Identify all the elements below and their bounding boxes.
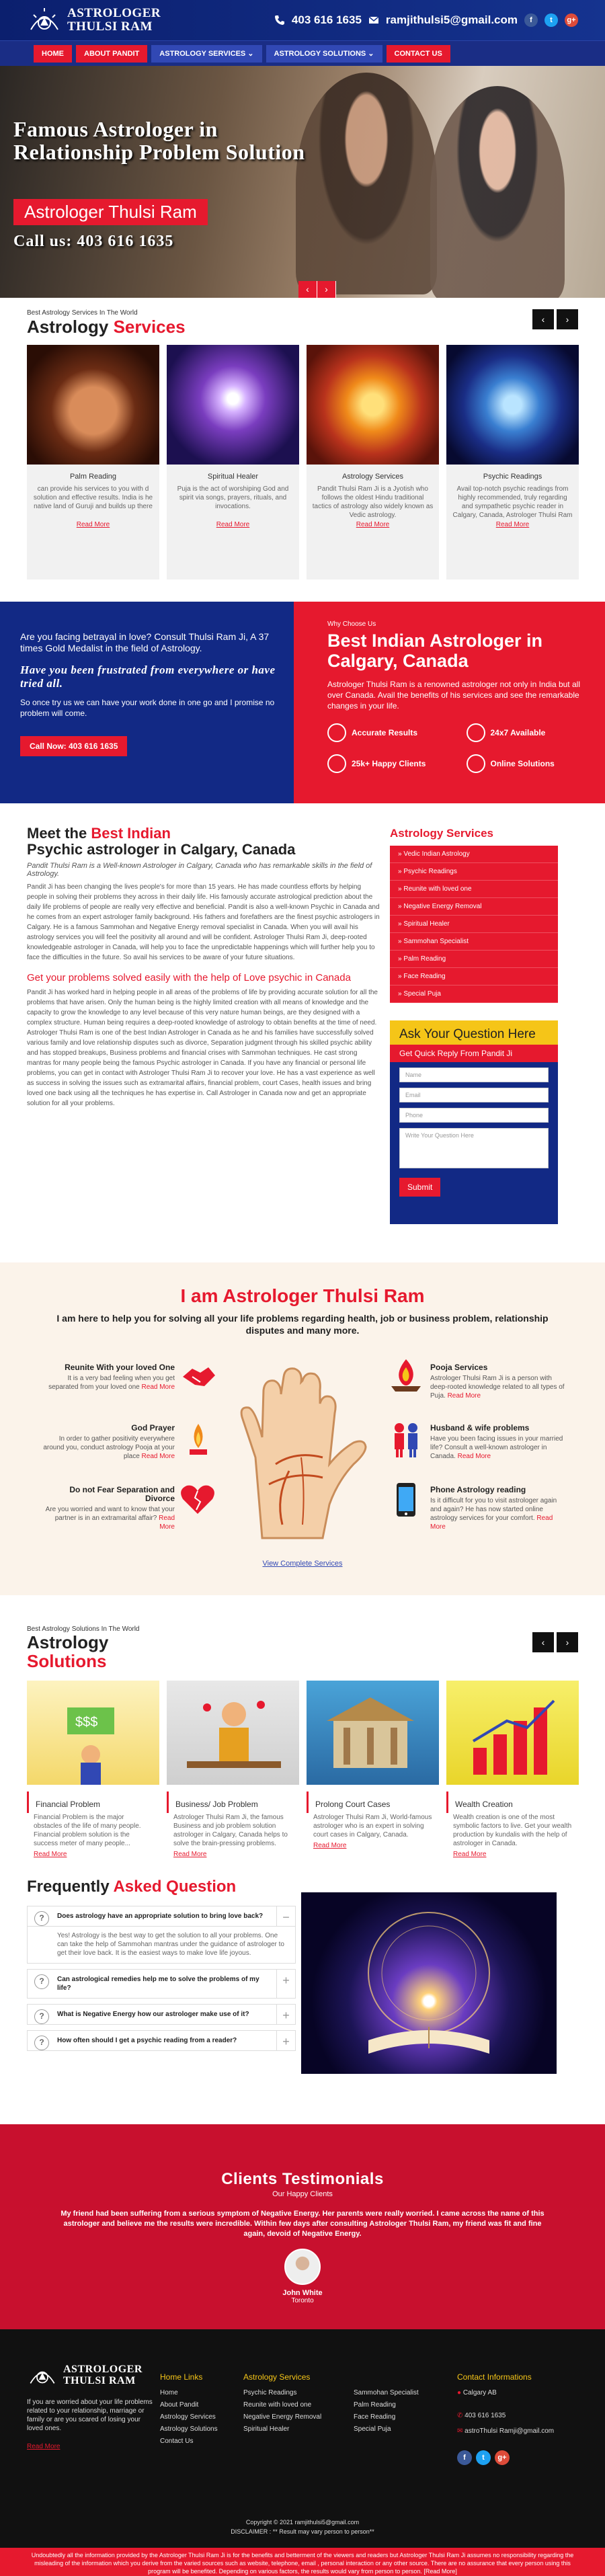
footer-services: Astrology Services Psychic Readings Reunite with loved one Negative Energy Removal Spiritual Healer [243, 2371, 321, 2436]
top-header [0, 0, 605, 40]
palm-chart-icon [222, 1363, 383, 1545]
sidebar-item[interactable]: » Psychic Readings [390, 863, 558, 881]
ask-subtitle: Get Quick Reply From Pandit Ji [390, 1045, 558, 1062]
nav-contact[interactable]: CONTACT US [387, 45, 450, 63]
footer-links: Home Links Home About Pandit Astrology Services Astrology Solutions Contact Us [160, 2371, 218, 2448]
solution-card[interactable]: Prolong Court Cases Astrologer Thulsi Ram Ji, World-famous astrologer who is an expert in solving court cases in Calgary, Canada. Read More [307, 1681, 439, 1861]
nav-home[interactable]: HOME [34, 45, 72, 63]
nav-services[interactable]: ASTROLOGY SERVICES ⌄ [151, 45, 261, 63]
hero-photo-woman [430, 86, 565, 298]
twitter-icon[interactable]: t [476, 2450, 491, 2465]
nav-solutions[interactable]: ASTROLOGY SOLUTIONS ⌄ [266, 45, 382, 63]
submit-button[interactable]: Submit [399, 1178, 440, 1197]
faq-item[interactable]: ? What is Negative Energy how our astrologer make use of it? + [27, 2004, 296, 2025]
faq-item[interactable]: ? Can astrological remedies help me to solve the problems of my life? + [27, 1969, 296, 1999]
handshake-icon [180, 1362, 218, 1392]
couple-icon [387, 1421, 425, 1459]
why-promise: So once try us we can have your work done in one go and I promise no problem will come. [20, 698, 275, 718]
feature-accurate: Accurate Results [327, 723, 446, 742]
why-desc: Astrologer Thulsi Ram is a renowned astrologer not only in India but all over Canada. Avail the benefits of his services and see the remarkable changes in your life. [327, 680, 580, 711]
read-more-link[interactable]: Read More [34, 1851, 67, 1858]
header-phone[interactable]: 403 616 1635 [291, 13, 362, 26]
faq-item[interactable]: ? Does astrology have an appropriate solution to bring love back? − [27, 1906, 296, 1927]
footer-service-link[interactable]: Negative Energy Removal [243, 2413, 322, 2421]
testimonial-city: Toronto [291, 2297, 314, 2304]
view-complete-services-link[interactable]: View Complete Services [262, 1560, 343, 1568]
iam-subtitle: I am here to help you for solving all your life problems regarding health, job or business problem, relationship disputes and many more. [56, 1313, 549, 1336]
email-icon: ✉ [457, 2427, 463, 2435]
footer-service-link[interactable]: Sammohan Specialist [354, 2389, 419, 2397]
meet-title: Meet the Best Indian Psychic astrologer in Calgary, Canada [27, 825, 296, 858]
footer-link[interactable]: Contact Us [160, 2438, 194, 2445]
iam-title: I am Astrologer Thulsi Ram [180, 1285, 425, 1306]
sidebar-item[interactable]: » Special Puja [390, 985, 558, 1003]
iam-item-phone-reading[interactable]: Phone Astrology reading Is it difficult for you to visit astrologer again and again? He has now started online astrology services for your comfort. Read More [430, 1485, 557, 1531]
disclaimer-title: DISCLAIMER : ** Result may vary person to person** [231, 2528, 374, 2535]
footer-read-more-link[interactable]: Read More [27, 2443, 61, 2450]
iam-item-husband-wife[interactable]: Husband & wife problems Have you been facing issues in your married life? Consult a well-known astrologer in Canada. Read More [430, 1423, 563, 1460]
meet-subheading: Get your problems solved easily with the help of Love psychic in Canada [27, 972, 351, 983]
hero-title: Famous Astrologer in Relationship Problem Solution [13, 117, 305, 164]
feature-clients: 25k+ Happy Clients [327, 754, 446, 773]
solution-card[interactable]: Wealth Creation Wealth creation is one of the most symbolic factors to live. Get your wealth production by kundalis with the help of astrologer in Canada. Read More [446, 1681, 579, 1861]
broken-heart-icon [179, 1483, 216, 1517]
footer-service-link[interactable]: Reunite with loved one [243, 2401, 312, 2409]
copyright: Copyright © 2021 ramjithulsi5@gmail.com [245, 2519, 360, 2526]
svg-text:$$$: $$$ [75, 1715, 98, 1730]
sidebar-services-list [390, 846, 558, 1003]
main-nav [0, 40, 605, 66]
read-more-link[interactable]: Read More [173, 1851, 207, 1858]
services-next-button[interactable]: › [557, 309, 578, 329]
sidebar-title: Astrology Services [390, 827, 494, 840]
havan-fire-icon [387, 1358, 425, 1393]
court-cases-image [307, 1681, 439, 1785]
zodiac-book-image [301, 1892, 557, 2074]
solution-card[interactable]: $$$ Financial Problem Financial Problem is the major obstacles of the life of many people. Financial problem solution is the success meter of many people... Read More [27, 1681, 159, 1861]
why-title: Best Indian Astrologer in Calgary, Canada [327, 631, 543, 671]
astrology-puja-image [307, 345, 439, 465]
phone-icon: ✆ [457, 2412, 463, 2419]
expand-icon[interactable]: + [276, 2031, 295, 2050]
avatar [284, 2249, 321, 2285]
footer-service-link[interactable]: Spiritual Healer [243, 2425, 290, 2433]
phone-input[interactable]: Phone [399, 1108, 549, 1123]
footer [0, 2329, 605, 2548]
service-card[interactable]: Spiritual Healer Puja is the act of worshiping God and spirit via songs, prayers, rituals, and invocations. Read More [167, 345, 299, 579]
hero-prev-button[interactable]: ‹ [298, 281, 317, 298]
faq-section [27, 1878, 296, 2051]
logo-line1: ASTROLOGER [67, 6, 161, 20]
diya-flame-icon [182, 1421, 215, 1459]
services-header [27, 309, 578, 337]
i-am-section [0, 1262, 605, 1595]
expand-icon[interactable]: + [276, 1970, 295, 1998]
sidebar-item[interactable]: » Vedic Indian Astrology [390, 846, 558, 863]
call-now-button[interactable]: Call Now: 403 616 1635 [20, 736, 127, 756]
spiritual-healer-image [167, 345, 299, 465]
ask-title: Ask Your Question Here [390, 1020, 558, 1045]
footer-about: If you are worried about your life problems related to your relationship, marriage or family or are you scared of losing your loved ones. [27, 2399, 153, 2432]
feature-available: 24x7 Available [467, 723, 586, 742]
hero-badge: Astrologer Thulsi Ram [13, 199, 208, 225]
users-icon [327, 754, 346, 773]
zodiac-logo-icon [27, 2362, 58, 2388]
services-prev-button[interactable]: ‹ [532, 309, 554, 329]
ask-question-form [390, 1020, 558, 1224]
sidebar-item[interactable]: » Face Reading [390, 968, 558, 985]
google-plus-icon[interactable]: g+ [495, 2450, 510, 2465]
iam-item-reunite[interactable]: Reunite With your loved One It is a very bad feeling when you get separated from your loved one Read More [48, 1363, 175, 1391]
zodiac-logo-icon [27, 5, 62, 35]
name-input[interactable]: Name [399, 1068, 549, 1082]
clock-icon [467, 723, 485, 742]
sidebar-item[interactable]: » Spiritual Healer [390, 916, 558, 933]
services-title: Astrology Services [27, 317, 186, 337]
email-icon [368, 15, 379, 26]
collapse-icon[interactable]: − [276, 1906, 295, 1926]
service-card[interactable]: Palm Reading can provide his services to you with d solution and effective results. India is he native land of Guruji and builds up there Read More [27, 345, 159, 579]
service-card[interactable]: Astrology Services Pandit Thulsi Ram Ji is a Jyotish who follows the oldest Hindu traditional tactics of astrology also widely known as Vedic astrology. Read More [307, 345, 439, 579]
meet-paragraph-2: Pandit Ji has worked hard in helping people in all areas of the problems of life by providing accurate solution for all the problems that have arisen. Only the human being is the highly limited creation with all means of knowledge and the capacity to grow the knowledge to any level because of this very nature human beings, are they designed with a complex structure. Human being requires a deep-rooted knowledge of astrology to obtain benefits at the time of need. Astrologer Thulsi Ram is one of the best Indian Astrologer in Canada as he and his families have successfully solved various family and love relationship disputes such as divorce, Separation judgment through his skilled psychic ability and has stopped breakups, Business problems and financial crises with Sammohan techniques. He cast strong mantras for many people being the famous Psychic astrologer in Canada. If you have any financial or personal life problems, you can get in contact with Astrologer Thulsi Ram Ji to recover your love. He has a vast experience as well as success in solving the issues such as extramarital affairs, financial problem, court Cases, health issues and bring loved one back using all the techniques he has expertise in. Call Astrologer in Canada now and get an appropriate solution for all your problems. [27, 989, 378, 1107]
footer-contact: Contact Informations ● Calgary AB ✆ 403 616 1635 ✉ astroThulsi Ramji@gmail.com f t g+ [457, 2371, 578, 2465]
testimonial-name: John White [282, 2289, 323, 2297]
why-intro: Are you facing betrayal in love? Consult Thulsi Ram Ji, A 37 times Gold Medalist in the field of Astrology. [20, 631, 270, 653]
footer-services-2 [354, 2387, 419, 2436]
solutions-prev-button[interactable]: ‹ [532, 1632, 554, 1652]
faq-item[interactable]: ? How often should I get a psychic reading from a reader? + [27, 2030, 296, 2051]
footer-logo[interactable]: ASTROLOGER THULSI RAM [27, 2362, 155, 2388]
iam-item-separation[interactable]: Do not Fear Separation and Divorce Are you worried and want to know that your partner is in an extramarital affair? Read More [45, 1485, 175, 1531]
service-card[interactable]: Psychic Readings Avail top-notch psychic readings from highly recommended, truly regarding and sympathetic psychic reader in Calgary, Canada, Astrologer Thulsi Ram Read More [446, 345, 579, 579]
solution-card[interactable]: Business/ Job Problem Astrologer Thulsi Ram Ji, the famous Business and job problem solution astrologer in Calgary, Canada helps to solve the brain-pressing problems. Read More [167, 1681, 299, 1861]
map-pin-icon: ● [457, 2389, 462, 2397]
solutions-next-button[interactable]: › [557, 1632, 578, 1652]
sidebar-item[interactable]: » Reunite with loved one [390, 881, 558, 898]
testimonials-title: Clients Testimonials [221, 2170, 384, 2188]
footer-link[interactable]: Astrology Solutions [160, 2425, 218, 2433]
footer-service-link[interactable]: Palm Reading [354, 2401, 396, 2409]
why-subtitle: Why Choose Us [327, 620, 376, 628]
financial-problem-image [27, 1681, 159, 1785]
why-headline: Have you been frustrated from everywhere or have tried all. [20, 663, 276, 690]
hero-next-button[interactable]: › [317, 281, 336, 298]
solutions-carousel [27, 1681, 579, 1861]
read-more-link[interactable]: Read More [356, 521, 390, 528]
services-subtitle: Best Astrology Services In The World [27, 309, 138, 317]
question-textarea[interactable]: Write Your Question Here [399, 1128, 549, 1168]
meet-paragraph-1: Pandit Ji has been changing the lives people's for more than 15 years. He has made countless efforts by helping people in solving their problems they across in their daily life. His famously accurate astrological prediction about the daily life problems of people are really very effective and beneficial. Pandit is also a well-known Psychic in Canada and he comes from an expert astrologer family background. His fathers and forefathers are the finest psychic astrologers in Calgary. He is a famous Sammohan and Negative Energy removal specialist in Canada. When you will avail his astrology services you will feel the positivity all around and will be confident. Astrologer Thulsi Ram Ji, deep-rooted knowledgeable astrologer in Canada, will help you to face the unpredictable happenings which will further help you to face the difficulties in the future. So avail his services to be aware of your future situations. [27, 883, 380, 961]
hero-call[interactable]: Call us: 403 616 1635 [13, 233, 174, 250]
hero-photo-man [296, 73, 437, 294]
meet-section [27, 826, 380, 1109]
sidebar-item[interactable]: » Negative Energy Removal [390, 898, 558, 916]
expand-icon[interactable]: + [276, 2005, 295, 2024]
facebook-icon[interactable]: f [524, 13, 538, 27]
phone-icon [274, 15, 285, 26]
psychic-readings-image [446, 345, 579, 465]
disclaimer-text: Undoubtedly all the information provided by the Astrologer Thulsi Ram Ji is for the benefits and betterment of the viewers and readers but Astrologer Thulsi Ram Ji assumes no responsibility regarding the misleading of the information which you derive from the varied sources such as website, telephone, email , personal interaction or any other source. There are no assurance that every person using this program will be benefited. Depending on various factors, the results would vary from person to person. [Read More] [31, 2552, 574, 2575]
footer-phone[interactable]: 403 616 1635 [465, 2412, 506, 2419]
wealth-creation-image [446, 1681, 579, 1785]
read-more-link[interactable]: Read More [216, 521, 250, 528]
hero-slider [0, 66, 605, 298]
twitter-icon[interactable]: t [544, 13, 558, 27]
footer-service-link[interactable]: Face Reading [354, 2413, 396, 2421]
read-more-link[interactable]: Read More [76, 521, 110, 528]
email-input[interactable]: Email [399, 1088, 549, 1102]
facebook-icon[interactable]: f [457, 2450, 472, 2465]
palm-reading-image [27, 345, 159, 465]
logo-line2: THULSI RAM [67, 19, 153, 34]
faq-answer: Yes! Astrology is the best way to get the solution to all your problems. One can take the help of Sammohan mantras under the guidance of astrologer to get their love back. It is the easiest ways to make love life joyous. [27, 1926, 296, 1964]
testimonial-text: My friend had been suffering from a serious symptom of Negative Energy. Her parents were really worried. I came across the name of this astrologer and believe me the results were incredible. Within few days after consulting Astrologer Thulsi Ram, my friend was fit and fine again, devoid of Negative Energy. [61, 2210, 544, 2238]
header-email[interactable]: ramjithulsi5@gmail.com [385, 13, 518, 26]
iam-item-pooja[interactable]: Pooja Services Astrologer Thulsi Ram Ji is a person with deep-rooted knowledge related to all types of Puja. Read More [430, 1363, 565, 1400]
solutions-header [27, 1625, 578, 1671]
sidebar [390, 827, 558, 1224]
nav-about[interactable]: ABOUT PANDIT [76, 45, 147, 63]
testimonials-section [0, 2124, 605, 2329]
footer-address: Calgary AB [462, 2389, 497, 2397]
feature-online: Online Solutions [467, 754, 586, 773]
trophy-icon [327, 723, 346, 742]
solutions-subtitle: Best Astrology Solutions In The World [27, 1625, 140, 1633]
google-plus-icon[interactable]: g+ [565, 13, 578, 27]
site-logo[interactable] [27, 5, 161, 35]
footer-link[interactable]: Home [160, 2389, 178, 2397]
footer-service-link[interactable]: Special Puja [354, 2425, 391, 2433]
smartphone-icon [390, 1482, 422, 1519]
footer-email[interactable]: astroThulsi Ramji@gmail.com [465, 2427, 555, 2435]
services-carousel [27, 345, 579, 579]
iam-item-prayer[interactable]: God Prayer In order to gather positivity everywhere around you, conduct astrology Pooja at your place Read More [43, 1423, 175, 1460]
sidebar-item[interactable]: » Palm Reading [390, 951, 558, 968]
read-more-link[interactable]: Read More [495, 521, 530, 528]
globe-icon [467, 754, 485, 773]
footer-link[interactable]: About Pandit [160, 2401, 199, 2409]
sidebar-item[interactable]: » Sammohan Specialist [390, 933, 558, 951]
meet-lead: Pandit Thulsi Ram is a Well-known Astrologer in Calgary, Canada who has remarkable skills in the field of Astrology. [27, 862, 372, 878]
read-more-link[interactable]: Read More [313, 1842, 347, 1849]
footer-link[interactable]: Astrology Services [160, 2413, 216, 2421]
testimonials-subtitle: Our Happy Clients [272, 2190, 333, 2198]
footer-service-link[interactable]: Psychic Readings [243, 2389, 297, 2397]
why-choose-section [0, 602, 605, 803]
solutions-title: Astrology Solutions [27, 1632, 109, 1671]
business-job-image [167, 1681, 299, 1785]
read-more-link[interactable]: Read More [453, 1851, 487, 1858]
faq-title: Frequently Asked Question [27, 1878, 237, 1896]
